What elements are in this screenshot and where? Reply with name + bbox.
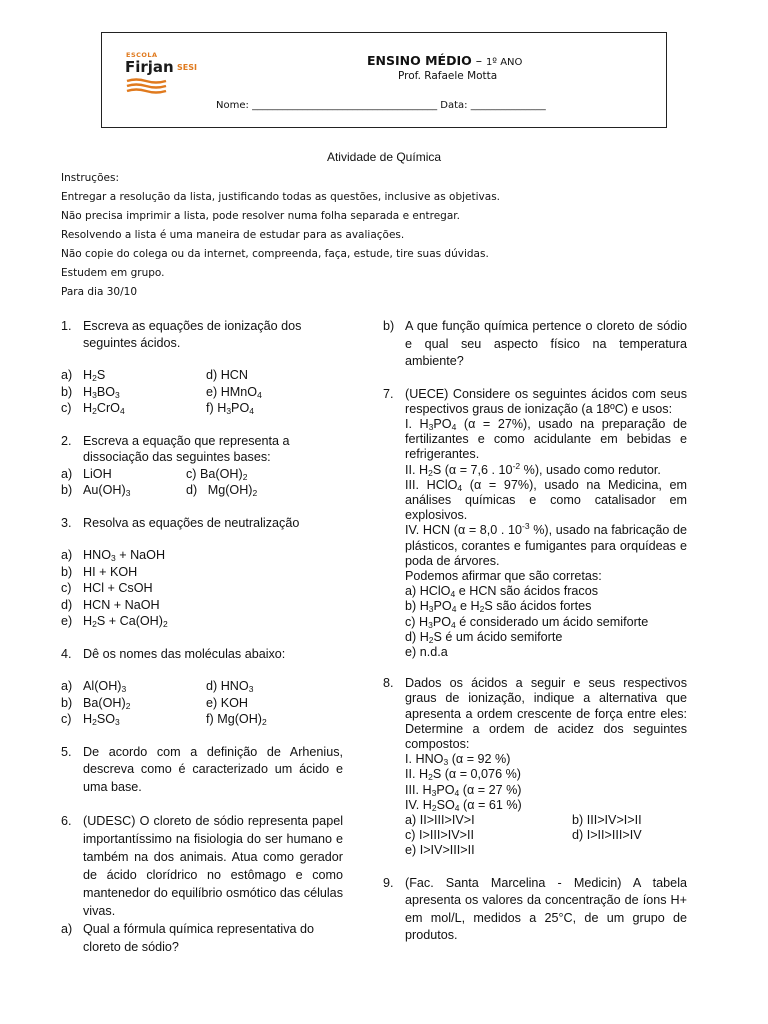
q3-option: c) HCl + CsOH	[61, 581, 153, 595]
option-formula: $H_2CrO_4$	[83, 401, 125, 416]
option-formula: HMnO$_4$	[220, 384, 262, 400]
question-9	[383, 875, 687, 945]
question-number: 3.	[61, 515, 72, 530]
question-number: 9.	[383, 875, 394, 890]
question-number: 5.	[61, 744, 72, 759]
course-level: ENSINO MÉDIO	[367, 53, 472, 68]
option-formula: $Mg(OH)_2$	[217, 712, 267, 727]
date-field[interactable]: _______________	[470, 100, 546, 111]
question-text: Dados os ácidos a seguir e seus respectivos graus de ionização, indique a alternativa que apresenta a ordem crescente de força entre eles: Determine a ordem de acidez dos seguintes compostos:	[405, 676, 687, 751]
option-letter: c)	[186, 466, 197, 481]
logo-waves-icon	[126, 78, 168, 95]
date-label: Data:	[440, 100, 468, 111]
question-text: (UECE) Considere os seguintes ácidos com seus respectivos graus de ionização (a 18ºC) e usos:	[405, 386, 687, 416]
option-letter: a)	[61, 466, 73, 481]
option-letter: b)	[61, 384, 73, 399]
option-formula: $HNO_3$	[220, 679, 254, 694]
q4-options-row	[61, 678, 343, 695]
option-formula: LiOH	[83, 466, 112, 481]
option-letter: c)	[61, 401, 72, 415]
name-label: Nome:	[216, 100, 249, 111]
question-number: 1.	[61, 319, 72, 333]
question-3	[61, 515, 343, 532]
question-4	[61, 646, 343, 663]
q7-option-b: b) $H_3PO_4$ e $H_2S$ são ácidos fortes	[405, 599, 592, 615]
option-formula: $H_2SO_3$	[83, 712, 120, 727]
option-formula: $Mg(OH)_2$	[207, 483, 258, 498]
q1-options-row	[61, 367, 343, 384]
q7-item-iii: III. HClO$_4$ (α = 97%), usado na Medicina, em análises químicas e como catalisador em explosivos.	[405, 477, 688, 523]
q2-options-row	[61, 466, 343, 483]
question-number: 6.	[61, 814, 72, 828]
option-letter: a)	[61, 368, 73, 382]
q8-options-row	[405, 828, 687, 843]
option-letter: b)	[61, 695, 73, 710]
instruction-line: Não precisa imprimir a lista, pode resolver numa folha separada e entregar.	[61, 210, 460, 222]
option-formula: $H_2S$	[83, 368, 106, 383]
header-box	[101, 32, 667, 128]
option-letter: d)	[206, 368, 218, 382]
logo-sesi-text: SESI	[177, 63, 197, 72]
question-number: 8.	[383, 676, 394, 691]
q8-option-c: c) I>III>IV>II	[405, 828, 474, 843]
q7-item-iv: IV. HCN (α = 8,0 . $10^{-3}$ %), usado na fabricação de plásticos, corantes e fumigantes para orquídeas e poda de árvores.	[405, 521, 687, 568]
course-grade: 1º ANO	[485, 57, 523, 68]
q2-options-row	[61, 482, 343, 499]
question-text: Dê os nomes das moléculas abaixo:	[83, 646, 286, 661]
name-date-line	[216, 100, 546, 111]
q6-option-a: a) Qual a fórmula química representativa do cloreto de sódio?	[61, 922, 315, 954]
right-column	[383, 318, 687, 945]
q8-item-i: I. $HNO_3$ (α = 92 %)	[405, 752, 511, 768]
q8-options-row	[405, 813, 687, 828]
title-dash: –	[471, 53, 486, 68]
instructions-block	[61, 169, 500, 302]
left-column	[61, 318, 343, 956]
q8-option-a: a) II>III>IV>I	[405, 812, 475, 827]
header-title	[367, 53, 522, 68]
q7-option-c: c) $H_3PO_4$ é considerado um ácido semiforte	[405, 614, 649, 630]
instruction-line: Estudem em grupo.	[61, 267, 165, 279]
option-formula: $Au(OH)_3$	[83, 483, 131, 498]
option-letter: b)	[61, 483, 73, 497]
question-text: Escreva as equações de ionização dos seguintes ácidos.	[83, 319, 302, 350]
question-number: 4.	[61, 646, 72, 661]
instruction-line: Entregar a resolução da lista, justificando todas as questões, inclusive as objetivas.	[61, 191, 501, 203]
option-letter: f)	[206, 401, 214, 415]
question-8	[383, 676, 687, 858]
name-field[interactable]: _____________________________________	[252, 100, 438, 111]
instruction-line: Não copie do colega ou da internet, compreenda, faça, estude, tire suas dúvidas.	[61, 248, 489, 260]
option-formula: $Ba(OH)_2$	[83, 695, 131, 711]
question-number: 2.	[61, 433, 72, 448]
question-text: De acordo com a definição de Arhenius, descreva como é caracterizado um ácido e uma base.	[83, 744, 343, 794]
q4-options-row	[61, 695, 343, 712]
option-letter: c)	[61, 712, 72, 726]
q6-option-b: b) A que função química pertence o cloreto de sódio e qual seu aspecto físico na temperatura ambiente?	[383, 319, 687, 368]
q3-option: a) $HNO_3$ + NaOH	[61, 548, 166, 563]
question-6	[61, 812, 343, 920]
q7-option-e: e) n.d.a	[405, 644, 448, 659]
question-text: Escreva a equação que representa a dissociação das seguintes bases:	[83, 433, 290, 464]
q1-options-row	[61, 384, 343, 401]
option-letter: e)	[206, 695, 218, 710]
q7-item-ii: II. $H_2S$ (α = 7,6 . $10^{-2}$ %), usado como redutor.	[405, 460, 661, 478]
option-formula: $Ba(OH)_2$	[200, 466, 248, 482]
q8-item-iv: IV. $H_2SO_4$ (α = 61 %)	[405, 797, 522, 813]
q8-option-e: e) I>IV>III>II	[405, 843, 475, 858]
instruction-line: Resolvendo a lista é uma maneira de estudar para as avaliações.	[61, 229, 405, 241]
question-2	[61, 433, 343, 466]
q8-item-ii: II. $H_2S$ (α = 0,076 %)	[405, 767, 521, 783]
q7-option-d: d) $H_2S$ é um ácido semiforte	[405, 629, 563, 645]
logo-escola-text: ESCOLA	[126, 51, 158, 59]
question-text: Resolva as equações de neutralização	[83, 515, 300, 530]
q4-options-row	[61, 711, 343, 728]
logo-firjan-text: Firjan	[125, 58, 174, 76]
option-letter: a)	[61, 679, 73, 693]
question-5	[61, 744, 343, 797]
instruction-line: Instruções:	[61, 172, 119, 184]
q3-option: e) $H_2S + Ca(OH)_2$	[61, 614, 168, 629]
q7-option-a: a) HClO$_4$ e HCN são ácidos fracos	[405, 584, 599, 600]
question-text: (UDESC) O cloreto de sódio representa papel importantíssimo na fisiologia do ser humano e também na dos animais. Atua como gerador de ácido clorídrico no estômago e como mantenedor do equilíbrio osmótico das células vivas.	[83, 814, 343, 918]
question-1	[61, 318, 343, 351]
professor-name: Prof. Rafaele Motta	[398, 70, 498, 82]
option-letter: d)	[206, 679, 218, 693]
school-logo	[124, 51, 202, 97]
option-formula: $H_3BO_3$	[83, 384, 120, 400]
q1-options-row	[61, 400, 343, 417]
q7-item-i: I. $H_3PO_4$ (α = 27%), usado na preparação de fertilizantes e como acidulante em bebidas e refrigerantes.	[405, 416, 688, 462]
option-formula: HCN	[220, 368, 248, 382]
q7-ask: Podemos afirmar que são corretas:	[405, 568, 602, 583]
question-7	[383, 387, 687, 661]
option-letter: f)	[206, 712, 214, 726]
activity-title: Atividade de Química	[326, 150, 442, 164]
q8-option-d: d) I>II>III>IV	[572, 828, 642, 843]
q3-option: b) HI + KOH	[61, 564, 138, 579]
q8-item-iii: III. $H_3PO_4$ (α = 27 %)	[405, 782, 522, 798]
option-formula: $H_3PO_4$	[217, 401, 254, 416]
instruction-line: Para dia 30/10	[61, 286, 137, 298]
question-number: 7.	[383, 386, 394, 401]
option-letter: e)	[206, 384, 218, 399]
option-formula: KOH	[220, 695, 248, 710]
question-text: (Fac. Santa Marcelina - Medicin) A tabela apresenta os valores da concentração de íons H+ em mol/L, medidos a 25°C, de um grupo de produtos.	[405, 875, 687, 943]
q8-option-b: b) III>IV>I>II	[572, 812, 642, 827]
q3-option: d) HCN + NaOH	[61, 597, 160, 612]
option-formula: $Al(OH)_3$	[83, 679, 127, 694]
option-letter: d)	[186, 483, 198, 497]
